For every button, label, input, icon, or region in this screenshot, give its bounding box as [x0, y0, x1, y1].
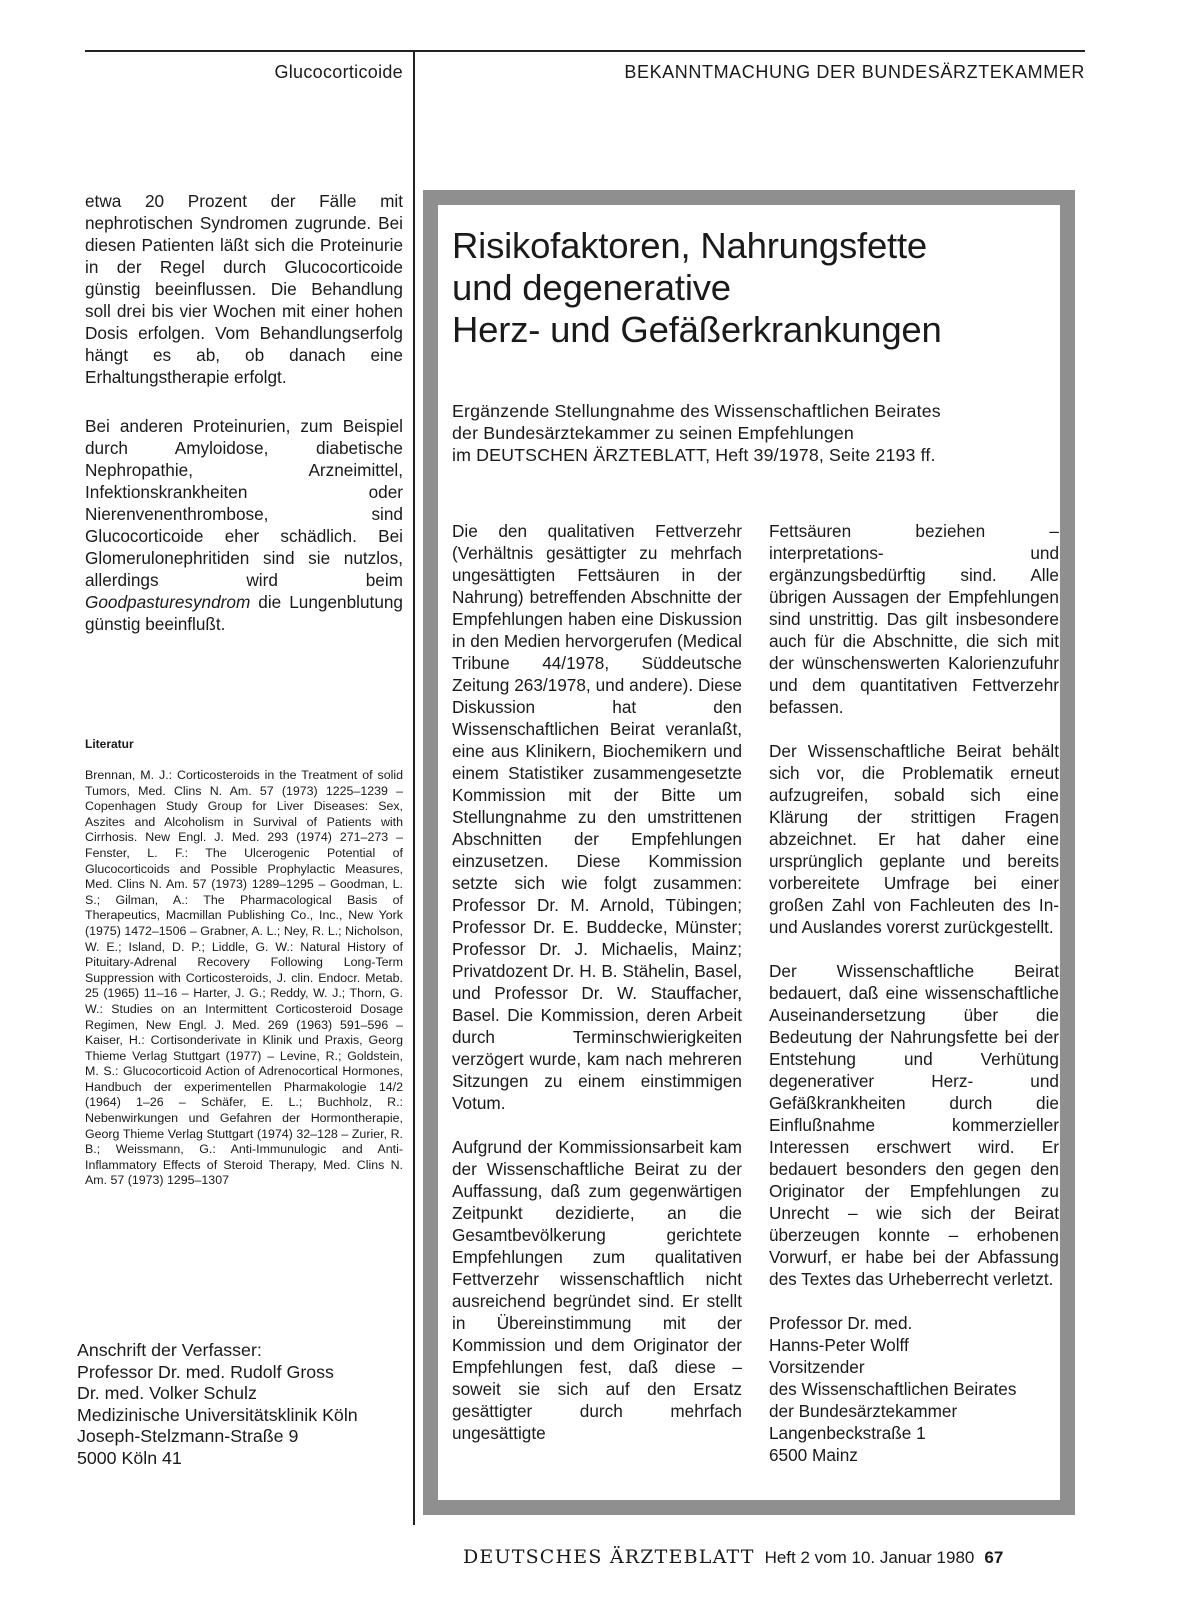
signature-line-4: des Wissenschaftlichen Beirates	[769, 1379, 1017, 1399]
author-address	[77, 1340, 407, 1469]
address-line-4: Joseph-Stelzmann-Straße 9	[77, 1426, 299, 1446]
article-column-2	[769, 520, 1059, 1466]
title-line-3: Herz- und Gefäßerkrankungen	[452, 309, 942, 350]
title-line-2: und degenerative	[452, 267, 731, 308]
address-line-5: 5000 Köln 41	[77, 1447, 182, 1468]
article-paragraph-1: Die den qualitativen Fettverzehr (Verhältnis gesättigter zu mehrfach ungesättigten Fettsäuren in der Nahrung) betreffenden Abschnitte der Empfehlungen haben eine Diskussion in den Medien hervorgerufen (Medical Tribune 44/1978, Süddeutsche Zeitung 263/1978, und andere). Diese Diskussion hat den Wissenschaftlichen Beirat veranlaßt, eine aus Klinikern, Biochemikern und einem Statistiker zusammengesetzte Kommission mit der Bitte um Stellungnahme zu den umstrittenen Abschnitten der Empfehlungen einzusetzen. Diese Kommission setzte sich wie folgt zusammen: Professor Dr. M. Arnold, Tübingen; Professor Dr. E. Buddecke, Münster; Professor Dr. J. Michaelis, Mainz; Privatdozent Dr. H. B. Stähelin, Basel, und Professor Dr. W. Stauffacher, Basel. Die Kommission, deren Arbeit durch Terminschwierigkeiten verzögert wurde, kam nach mehreren Sitzungen zu einem einstimmigen Votum.	[452, 521, 742, 1113]
address-line-2: Dr. med. Volker Schulz	[77, 1383, 257, 1403]
left-paragraph-2-text-a: Bei anderen Proteinurien, zum Beispiel durch Amyloidose, diabetische Nephropathie, Arzneimittel, Infektionskrankheiten oder Nierenvenenthrombose, sind Glucocorticoide eher schädlich. Bei Glomerulonephritiden sind sie nutzlos, allerdings wird beim	[85, 416, 403, 590]
signature-line-7: 6500 Mainz	[769, 1445, 858, 1465]
left-paragraph-1: etwa 20 Prozent der Fälle mit nephrotischen Syndromen zugrunde. Bei diesen Patienten läßt sich die Proteinurie in der Regel durch Glucocorticoide günstig beeinflussen. Die Behandlung soll drei bis vier Wochen mit einer hohen Dosis erfolgen. Vom Behandlungserfolg hängt es ab, ob danach eine Erhaltungstherapie erfolgt.	[85, 191, 403, 387]
page-footer	[463, 1546, 1063, 1568]
literature-list: Brennan, M. J.: Corticosteroids in the Treatment of solid Tumors, Med. Clins N. Am. 57 (1973) 1225–1239 – Copenhagen Study Group for Liver Diseases: Sex, Aszites and Alcoholism in Survival of Patients with Cirrhosis. New Engl. J. Med. 293 (1974) 271–273 – Fenster, L. F.: The Ulcerogenic Potential of Glucocorticoids and Possible Prophylactic Measures, Med. Clins N. Am. 57 (1973) 1289–1295 – Goodman, L. S.; Gilman, A.: The Pharmacological Basis of Therapeutics, Macmillan Publishing Co., Inc., New York (1975) 1472–1506 – Grabner, A. L.; Ney, R. L.; Nicholson, W. E.; Island, D. P.; Liddle, G. W.: Natural History of Pituitary-Adrenal Recovery Following Long-Term Suppression with Corticosteroids, J. clin. Endocr. Metab. 25 (1965) 11–16 – Harter, J. G.; Reddy, W. J.; Thorn, G. W.: Studies on an Intermittent Corticosteroid Dosage Regimen, New Engl. J. Med. 269 (1963) 591–596 – Kaiser, H.: Cortisonderivate in Klinik und Praxis, Georg Thieme Verlag Stuttgart (1977) – Levine, R.; Goldstein, M. S.: Glucocorticoid Action of Adrenocortical Hormones, Handbuch der experimentellen Pharmakologie 14/2 (1964) 1–26 – Schäfer, E. L.; Buchholz, R.: Nebenwirkungen und Gefahren der Hormontherapie, Georg Thieme Verlag Stuttgart (1974) 32–128 – Zurier, R. B.; Weissmann, G.: Anti-Immunulogic and Anti-Inflammatory Effects of Steroid Therapy, Med. Clins N. Am. 57 (1973) 1295–1307	[85, 768, 403, 1188]
announcement-body	[438, 205, 1060, 1500]
signature-line-6: Langenbeckstraße 1	[769, 1423, 926, 1443]
subtitle-line-1: Ergänzende Stellungnahme des Wissenschaftlichen Beirates	[452, 401, 941, 421]
article-paragraph-2: Aufgrund der Kommissionsarbeit kam der Wissenschaftliche Beirat zu der Auffassung, daß zum gegenwärtigen Zeitpunkt dezidierte, an die Gesamtbevölkerung gerichtete Empfehlungen zum qualitativen Fettverzehr wissenschaftlich nicht ausreichend begründet sind. Er stellt in Übereinstimmung mit der Kommission und dem Originator der Empfehlungen fest, daß diese – soweit sie sich auf den Ersatz gesättigter durch mehrfach ungesättigte	[452, 1137, 742, 1443]
running-head-left: Glucocorticoide	[274, 62, 403, 82]
left-paragraph-2-text-b: die Lungenblutung günstig beeinflußt.	[85, 592, 403, 634]
address-line-3: Medizinische Universitätsklinik Köln	[77, 1404, 358, 1425]
left-paragraph-2-emphasis: Goodpasturesyndrom	[85, 592, 251, 612]
address-label: Anschrift der Verfasser:	[77, 1340, 262, 1360]
article-paragraph-4: Der Wissenschaftliche Beirat behält sich vor, die Problematik erneut aufzugreifen, sobald sich eine Klärung der strittigen Fragen abzeichnet. Er hat daher eine ursprünglich geplante und bereits vorbereitete Umfrage bei einer großen Zahl von Fachleuten des In- und Auslandes vorerst zurückgestellt.	[769, 741, 1059, 937]
signature-line-1: Professor Dr. med.	[769, 1313, 913, 1333]
article-title	[452, 225, 1072, 351]
journal-name: DEUTSCHES ÄRZTEBLATT	[463, 1546, 755, 1568]
announcement-frame	[423, 190, 1075, 1515]
signature-line-2: Hanns-Peter Wolff	[769, 1335, 909, 1355]
title-line-1: Risikofaktoren, Nahrungsfette	[452, 225, 928, 266]
article-subtitle	[452, 400, 1072, 466]
issue-info: Heft 2 vom 10. Januar 1980	[764, 1548, 975, 1567]
running-head-right: BEKANNTMACHUNG DER BUNDESÄRZTEKAMMER	[624, 62, 1085, 82]
signature-line-5: der Bundesärztekammer	[769, 1401, 958, 1421]
address-line-1: Professor Dr. med. Rudolf Gross	[77, 1361, 334, 1382]
subtitle-line-2: der Bundesärztekammer zu seinen Empfehlungen	[452, 423, 854, 443]
header-rule	[85, 50, 1085, 52]
column-divider	[413, 50, 415, 1525]
article-paragraph-3: Fettsäuren beziehen – interpretations- und ergänzungsbedürftig sind. Alle übrigen Aussagen der Empfehlungen sind unstrittig. Das gilt insbesondere auch für die Abschnitte, die sich mit der wünschenswerten Kalorienzufuhr und dem quantitativen Fettverzehr befassen.	[769, 521, 1059, 717]
page-number: 67	[984, 1548, 1004, 1567]
left-column	[85, 190, 403, 662]
left-paragraph-2	[85, 415, 403, 635]
literature-heading: Literatur	[85, 737, 134, 751]
signature-block	[769, 1312, 1059, 1466]
subtitle-line-3: im DEUTSCHEN ÄRZTEBLATT, Heft 39/1978, Seite 2193 ff.	[452, 445, 936, 465]
signature-line-3: Vorsitzender	[769, 1357, 865, 1377]
article-paragraph-5: Der Wissenschaftliche Beirat bedauert, daß eine wissenschaftliche Auseinandersetzung über die Bedeutung der Nahrungsfette bei der Entstehung und Verhütung degenerativer Herz- und Gefäßkrankheiten durch die Einflußnahme kommerzieller Interessen erschwert wird. Er bedauert besonders den gegen den Originator der Empfehlungen zu Unrecht – wie sich der Beirat überzeugen konnte – erhobenen Vorwurf, er habe bei der Abfassung des Textes das Urheberrecht verletzt.	[769, 961, 1059, 1289]
article-column-1	[452, 520, 742, 1466]
